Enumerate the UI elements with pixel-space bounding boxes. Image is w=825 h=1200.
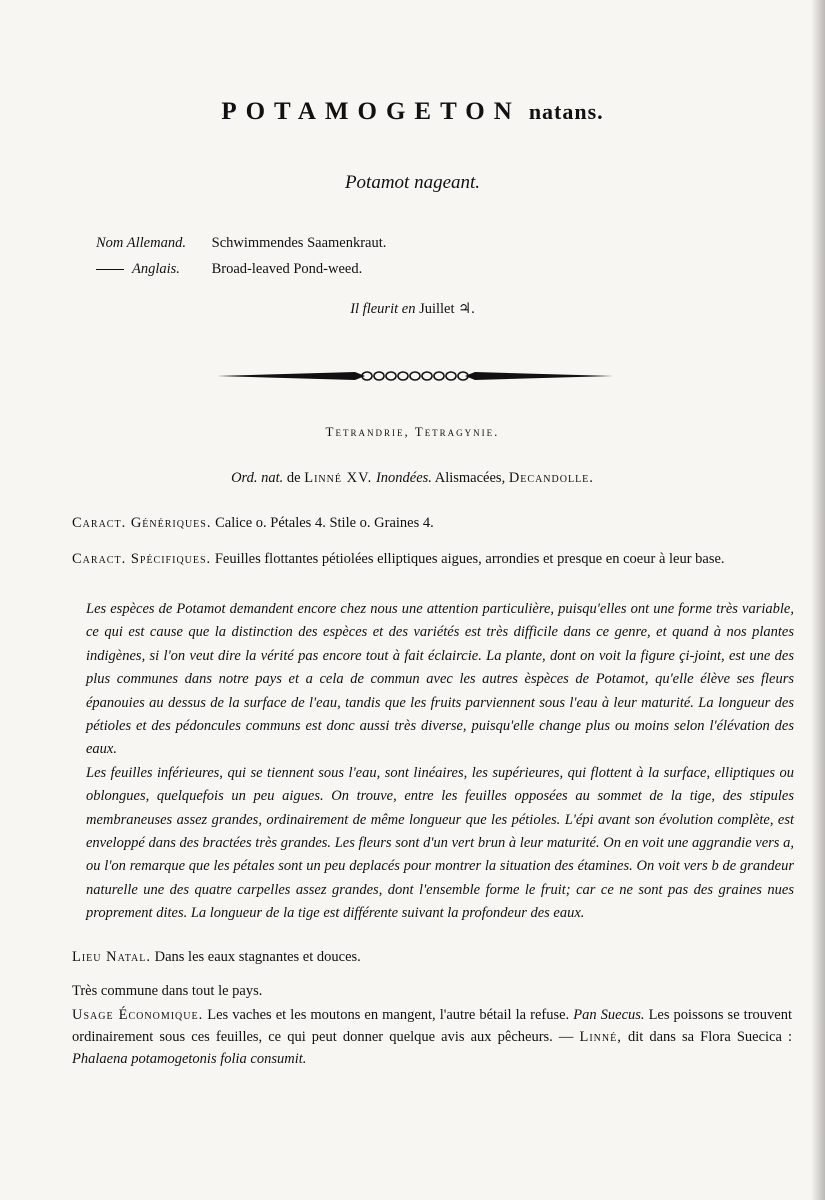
frequency-note: Très commune dans tout le pays. bbox=[72, 983, 263, 999]
flowering-prep: en bbox=[401, 301, 416, 317]
flowering-prefix: Il fleurit bbox=[350, 301, 399, 317]
perennial-symbol: ♃. bbox=[458, 301, 475, 317]
specific-text: Feuilles flottantes pétiolées elliptiques aigues, arrondies et presque en coeur à leur base. bbox=[214, 551, 725, 567]
inondees: Inondées. bbox=[375, 470, 432, 486]
specific-characters bbox=[72, 548, 784, 571]
flowering-time bbox=[0, 301, 825, 318]
flowering-month: Juillet bbox=[419, 301, 455, 317]
species-title bbox=[0, 98, 825, 126]
generic-text: Calice o. Pétales 4. Stile o. Graines 4. bbox=[215, 515, 434, 531]
species-epithet: natans. bbox=[528, 99, 604, 124]
habitat-text: Dans les eaux stagnantes et douces. bbox=[154, 949, 361, 965]
usage-label: Usage Économique. bbox=[72, 1007, 204, 1023]
pan-suecus: Pan Suecus. bbox=[573, 1007, 645, 1023]
generic-label: Caract. Génériques. bbox=[72, 515, 212, 531]
english-name: Broad-leaved Pond-weed. bbox=[211, 261, 363, 277]
decandolle: Decandolle. bbox=[508, 470, 594, 486]
english-label: Anglais. bbox=[132, 261, 180, 277]
linne-name: Linné, bbox=[579, 1029, 622, 1045]
common-names bbox=[96, 230, 386, 282]
description bbox=[86, 598, 794, 926]
german-label: Nom Allemand. bbox=[96, 235, 186, 251]
economic-usage bbox=[72, 1004, 792, 1070]
linne-reference: Linné XV. bbox=[304, 470, 373, 486]
german-name-row bbox=[96, 230, 386, 256]
usage-text-1: Les vaches et les moutons en mangent, l'autre bétail la refuse. bbox=[207, 1007, 570, 1023]
latin-quote: Phalaena potamogetonis folia consumit. bbox=[72, 1051, 307, 1067]
generic-characters bbox=[72, 512, 792, 535]
specific-label: Caract. Spécifiques. bbox=[72, 551, 212, 567]
divider-ornament bbox=[215, 362, 615, 390]
order-label: Ord. nat. bbox=[231, 470, 284, 486]
order-prep: de bbox=[286, 470, 301, 486]
genus-name: POTAMOGETON bbox=[221, 98, 521, 125]
french-name: Potamot nageant. bbox=[344, 172, 481, 193]
usage-text-2: Les poissons se trouvent ordinairement sous ces feuilles, ce qui peut donner quelque avis aux pêcheurs. — bbox=[72, 1007, 792, 1045]
english-name-row bbox=[96, 256, 386, 282]
native-habitat bbox=[72, 946, 792, 969]
ditto-dash bbox=[96, 269, 124, 270]
german-name: Schwimmendes Saamenkraut. bbox=[211, 235, 387, 251]
description-paragraph-1: Les espèces de Potamot demandent encore chez nous une attention particulière, puisqu'elles ont une forme très variable, ce qui est cause que la distinction des espèces et des variétés est très difficile dans ce genre, et quand à nos plantes indigènes, si l'on veut dire la vérité pas encore tout à fait éclaircie. La plante, dont on voit la figure çi-joint, est une des plus communes dans notre pays et a cela de commun avec les autres èspèces de Potamot, qu'elle élève ses fleurs épanouies au dessus de la surface de l'eau, tandis que les fruits parviennent sous l'eau à leur maturité. La longueur des pétioles et des pédoncules communs est donc aussi très diverse, puisqu'elle change plus ou moins selon l'élévation des eaux. bbox=[86, 601, 794, 758]
natural-order bbox=[0, 470, 825, 487]
alismacees: Alismacées, bbox=[434, 470, 506, 486]
usage-text-3: dit dans sa Flora Suecica : bbox=[627, 1029, 793, 1045]
habitat-label: Lieu Natal. bbox=[72, 949, 151, 965]
linnaean-class: Tetrandrie, Tetragynie. bbox=[325, 424, 500, 439]
description-paragraph-2: Les feuilles inférieures, qui se tiennent sous l'eau, sont linéaires, les supérieures, qui flottent à la surface, elliptiques ou oblongues, quelquefois un peu aigues. On trouve, entre les feuilles opposées au sommet de la tige, des stipules membraneuses assez grandes, ordinairement de même longueur que les pétioles. L'épi avant son évolution complète, est enveloppé dans des bractées très grandes. Les fleurs sont d'un vert brun à leur maturité. On en voit une aggrandie vers a, ou l'on remarque que les pétales sont un peu deplacés pour montrer la situation des étamines. On voit vers b de grandeur naturelle une des quatre carpelles assez grandes, dont l'ensemble forme le fruit; car ce ne sont pas des graines nues proprement dites. La longueur de la tige est différente suivant la profondeur des eaux. bbox=[86, 764, 794, 922]
